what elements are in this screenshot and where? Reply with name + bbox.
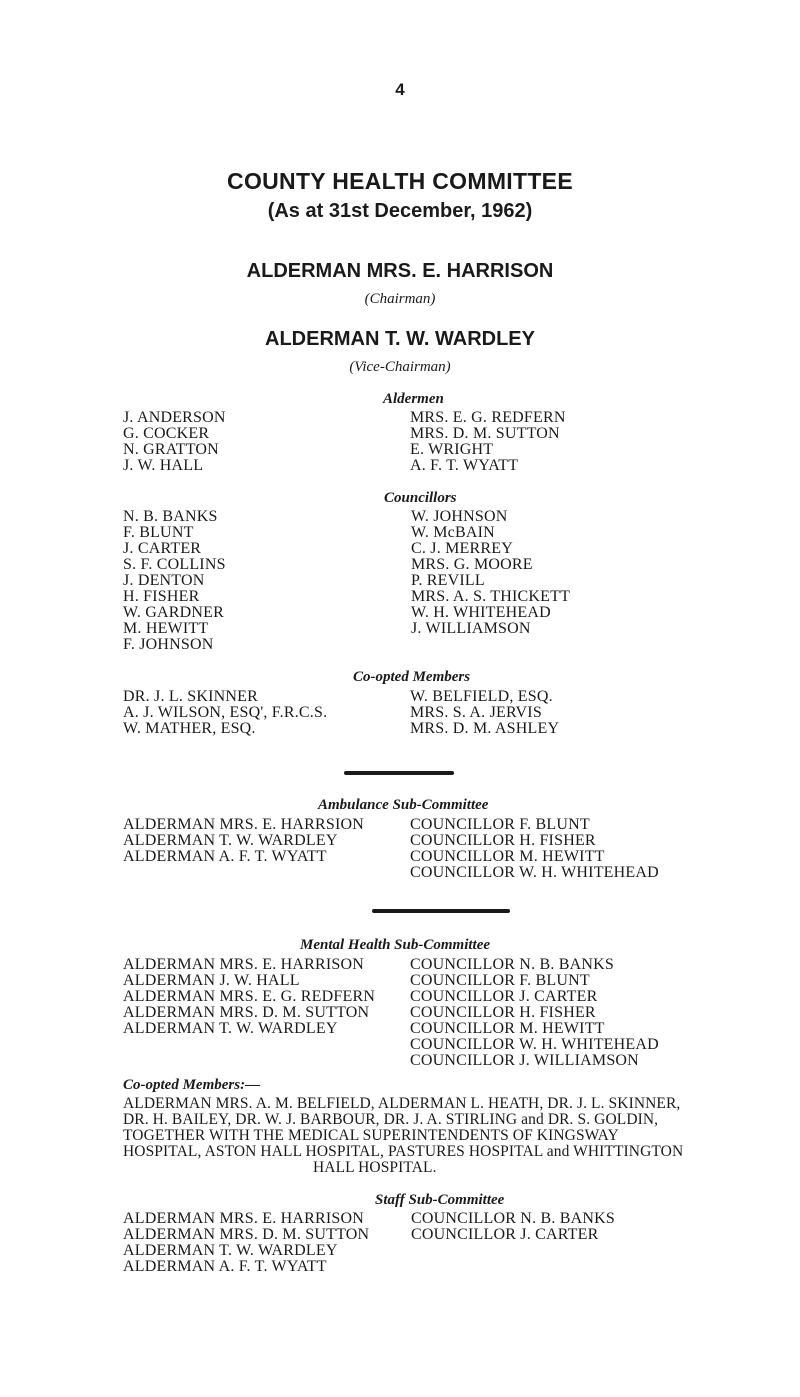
list-item: DR. J. L. SKINNER	[123, 688, 258, 705]
page-subtitle: (As at 31st December, 1962)	[267, 200, 533, 222]
list-item: COUNCILLOR W. H. WHITEHEAD	[410, 864, 659, 881]
list-item: COUNCILLOR J. WILLIAMSON	[410, 1052, 639, 1069]
list-item: M. HEWITT	[123, 620, 209, 637]
list-item: ALDERMAN T. W. WARDLEY	[123, 832, 338, 849]
list-item: ALDERMAN MRS. D. M. SUTTON	[123, 1004, 370, 1021]
list-item: MRS. S. A. JERVIS	[410, 704, 542, 721]
list-item: G. COCKER	[123, 425, 210, 442]
list-item: COUNCILLOR N. B. BANKS	[410, 956, 614, 973]
list-item: P. REVILL	[411, 572, 485, 589]
list-item: ALDERMAN MRS. E. HARRISON	[123, 1210, 365, 1227]
section-divider	[372, 909, 510, 913]
list-item: N. B. BANKS	[123, 508, 218, 525]
list-item: ALDERMAN MRS. D. M. SUTTON	[123, 1226, 370, 1243]
mental-health-coopted-heading: Co-opted Members:—	[123, 1077, 261, 1093]
coopted-right-list	[410, 689, 559, 737]
staff-right-list	[411, 1211, 615, 1243]
list-item: MRS. A. S. THICKETT	[411, 588, 571, 605]
list-item: E. WRIGHT	[410, 441, 494, 458]
ambulance-right-list	[410, 817, 659, 881]
list-item: ALDERMAN MRS. E. G. REDFERN	[123, 988, 376, 1005]
list-item: MRS. E. G. REDFERN	[410, 409, 566, 426]
staff-left-list	[123, 1211, 369, 1275]
vice-chairman-name: ALDERMAN T. W. WARDLEY	[265, 328, 535, 350]
list-item: COUNCILLOR J. CARTER	[411, 1226, 599, 1243]
vice-chairman-role: (Vice-Chairman)	[349, 359, 451, 375]
list-item: COUNCILLOR H. FISHER	[410, 1004, 596, 1021]
councillors-heading: Councillors	[384, 490, 457, 506]
ambulance-heading: Ambulance Sub-Committee	[318, 797, 489, 813]
list-item: W. H. WHITEHEAD	[411, 604, 551, 621]
list-item: W. MATHER, ESQ.	[123, 720, 256, 737]
chairman-name: ALDERMAN MRS. E. HARRISON	[246, 260, 554, 282]
coopted-heading: Co-opted Members	[353, 669, 471, 685]
coopted-line: TOGETHER WITH THE MEDICAL SUPERINTENDENTS OF KINGSWAY	[123, 1127, 619, 1144]
list-item: MRS. D. M. ASHLEY	[410, 720, 560, 737]
list-item: W. GARDNER	[123, 604, 224, 621]
list-item: ALDERMAN A. F. T. WYATT	[123, 1258, 327, 1275]
mental-health-left-list	[123, 957, 375, 1037]
list-item: F. JOHNSON	[123, 636, 214, 653]
list-item: S. F. COLLINS	[123, 556, 226, 573]
list-item: J. DENTON	[123, 572, 205, 589]
list-item: N. GRATTON	[123, 441, 219, 458]
list-item: COUNCILLOR N. B. BANKS	[411, 1210, 615, 1227]
list-item: C. J. MERREY	[411, 540, 513, 557]
list-item: ALDERMAN MRS. E. HARRSION	[123, 816, 365, 833]
list-item: A. J. WILSON, ESQ', F.R.C.S.	[123, 704, 328, 721]
list-item: H. FISHER	[123, 588, 200, 605]
list-item: COUNCILLOR M. HEWITT	[410, 1020, 605, 1037]
list-item: COUNCILLOR F. BLUNT	[410, 816, 590, 833]
coopted-line: HALL HOSPITAL.	[313, 1159, 437, 1176]
staff-heading: Staff Sub-Committee	[375, 1192, 505, 1208]
coopted-line: HOSPITAL, ASTON HALL HOSPITAL, PASTURES HOSPITAL and WHITTINGTON	[123, 1143, 684, 1160]
list-item: ALDERMAN MRS. E. HARRISON	[123, 956, 365, 973]
coopted-line: DR. H. BAILEY, DR. W. J. BARBOUR, DR. J. A. STIRLING and DR. S. GOLDIN,	[123, 1111, 659, 1128]
mental-health-heading: Mental Health Sub-Committee	[300, 937, 491, 953]
list-item: A. F. T. WYATT	[410, 457, 519, 474]
list-item: ALDERMAN A. F. T. WYATT	[123, 848, 327, 865]
list-item: MRS. G. MOORE	[411, 556, 533, 573]
list-item: J. ANDERSON	[123, 409, 226, 426]
list-item: J. W. HALL	[123, 457, 204, 474]
list-item: J. WILLIAMSON	[411, 620, 531, 637]
list-item: COUNCILLOR W. H. WHITEHEAD	[410, 1036, 659, 1053]
section-divider	[344, 771, 454, 775]
councillors-right-list	[411, 509, 570, 637]
list-item: W. JOHNSON	[411, 508, 508, 525]
list-item: W. McBAIN	[411, 524, 495, 541]
list-item: COUNCILLOR J. CARTER	[410, 988, 598, 1005]
list-item: MRS. D. M. SUTTON	[410, 425, 560, 442]
list-item: ALDERMAN J. W. HALL	[123, 972, 300, 989]
list-item: W. BELFIELD, ESQ.	[410, 688, 553, 705]
list-item: COUNCILLOR H. FISHER	[410, 832, 596, 849]
list-item: COUNCILLOR M. HEWITT	[410, 848, 605, 865]
list-item: F. BLUNT	[123, 524, 194, 541]
aldermen-heading: Aldermen	[383, 391, 444, 407]
coopted-left-list	[123, 689, 327, 737]
chairman-role: (Chairman)	[364, 291, 436, 307]
list-item: ALDERMAN T. W. WARDLEY	[123, 1020, 338, 1037]
coopted-line: ALDERMAN MRS. A. M. BELFIELD, ALDERMAN L. HEATH, DR. J. L. SKINNER,	[123, 1095, 681, 1112]
list-item: ALDERMAN T. W. WARDLEY	[123, 1242, 338, 1259]
aldermen-right-list	[410, 410, 566, 474]
councillors-left-list	[123, 509, 226, 653]
mental-health-coopted-paragraph	[123, 1096, 683, 1176]
list-item: COUNCILLOR F. BLUNT	[410, 972, 590, 989]
aldermen-left-list	[123, 410, 226, 474]
ambulance-left-list	[123, 817, 364, 865]
mental-health-right-list	[410, 957, 659, 1069]
page-title: COUNTY HEALTH COMMITTEE	[227, 168, 573, 194]
page-number: 4	[395, 80, 405, 99]
list-item: J. CARTER	[123, 540, 202, 557]
